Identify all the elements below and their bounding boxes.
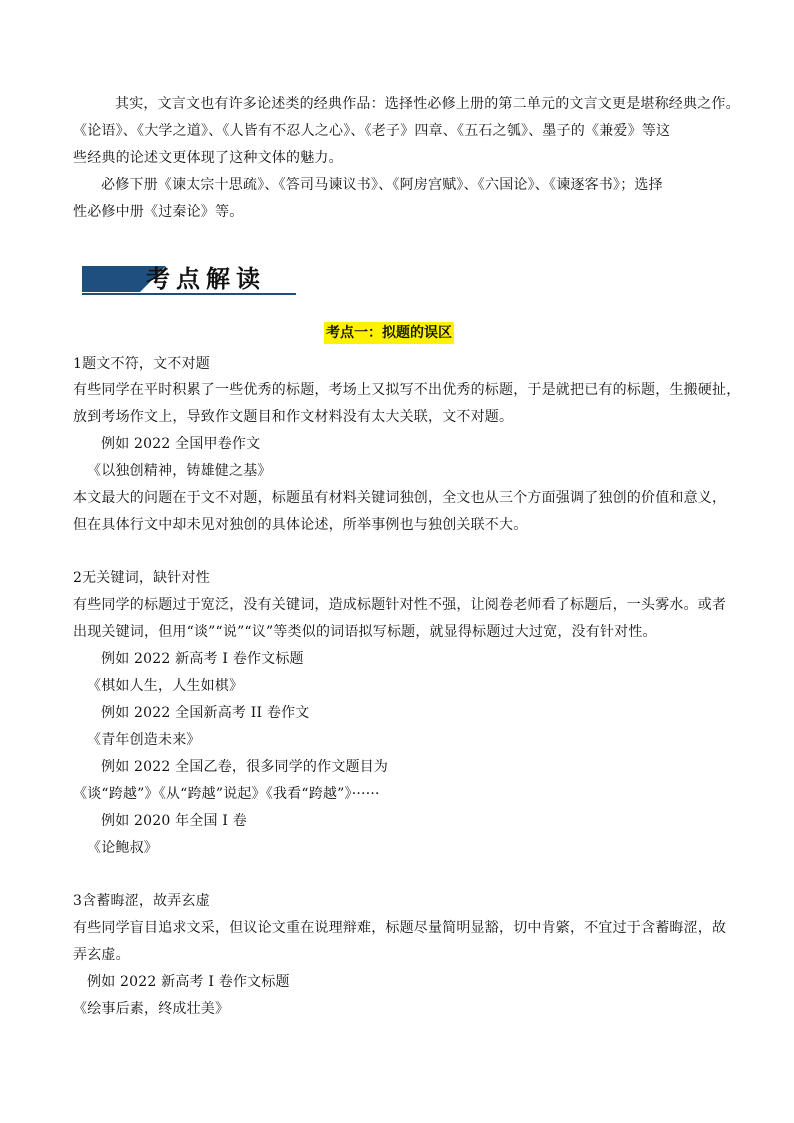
s2-example-2-label: 例如 2022 全国新高考 II 卷作文	[101, 705, 310, 721]
s3-heading: 3含蓄晦涩，故弄玄虚	[73, 893, 210, 909]
s1-body-line-2: 放到考场作文上，导致作文题目和作文材料没有太大关联，文不对题。	[73, 409, 514, 425]
s1-heading: 1题文不符，文不对题	[73, 356, 210, 372]
s2-example-4-title: 《论鲍叔》	[87, 840, 158, 856]
topic-title-highlight: 考点一：拟题的误区	[324, 322, 454, 344]
intro-paragraph-1-line-3: 些经典的论述文更体现了这种文体的魅力。	[73, 150, 343, 166]
section-header-bar	[82, 266, 140, 292]
s1-body-line-1: 有些同学在平时积累了一些优秀的标题，考场上又拟写不出优秀的标题，于是就把已有的标题，生搬硬扯，	[73, 382, 741, 398]
s3-example-title: 《绘事后素，终成壮美》	[73, 1001, 230, 1017]
section-header-title: 考点解读	[146, 264, 266, 293]
s1-note-line-2: 但在具体行文中却未见对独创的具体论述，所举事例也与独创关联不大。	[73, 517, 528, 533]
s2-example-2-title: 《青年创造未来》	[87, 732, 201, 748]
s2-body-line-2: 出现关键词，但用“谈”“说”“议”等类似的词语拟写标题，就显得标题过大过宽，没有针对性。	[73, 624, 657, 640]
intro-paragraph-2-line-2: 性必修中册《过秦论》等。	[73, 204, 244, 220]
s2-example-1-label: 例如 2022 新高考 I 卷作文标题	[101, 651, 304, 667]
s2-example-3-label: 例如 2022 全国乙卷，很多同学的作文题目为	[101, 759, 389, 775]
s1-example-title: 《以独创精神，铸雄健之基》	[87, 463, 272, 479]
s2-example-3-titles: 《谈“跨越”》《从“跨越”说起》《我看“跨越”》······	[73, 786, 380, 802]
intro-paragraph-1-line-2: 《论语》、《大学之道》、《人皆有不忍人之心》、《老子》四章、《五石之瓠》、墨子的《兼爱》等这	[73, 123, 671, 139]
intro-paragraph-2-line-1: 必修下册《谏太宗十思疏》、《答司马谏议书》、《阿房宫赋》、《六国论》、《谏逐客书》；选择	[101, 177, 663, 193]
s2-body-line-1: 有些同学的标题过于宽泛，没有关键词，造成标题针对性不强，让阅卷老师看了标题后，一头雾水。或者	[73, 597, 727, 613]
section-header-underline	[82, 293, 296, 295]
s1-note-line-1: 本文最大的问题在于文不对题，标题虽有材料关键词独创，全文也从三个方面强调了独创的价值和意义，	[73, 490, 727, 506]
s3-body-line-1: 有些同学盲目追求文采，但议论文重在说理辩难，标题尽量简明显豁，切中肯綮，不宜过于含蓄晦涩，故	[73, 920, 727, 936]
s3-body-line-2: 弄玄虚。	[73, 947, 130, 963]
section-header	[82, 262, 296, 296]
s1-example-label: 例如 2022 全国甲卷作文	[101, 436, 261, 452]
s3-example-label: 例如 2022 新高考 I 卷作文标题	[87, 974, 290, 990]
s2-example-1-title: 《棋如人生，人生如棋》	[87, 678, 244, 694]
s2-example-4-label: 例如 2020 年全国 I 卷	[101, 813, 247, 829]
intro-paragraph-1-line-1: 其实，文言文也有许多论述类的经典作品：选择性必修上册的第二单元的文言文更是堪称经典之作。	[115, 96, 740, 112]
s2-heading: 2无关键词，缺针对性	[73, 570, 210, 586]
